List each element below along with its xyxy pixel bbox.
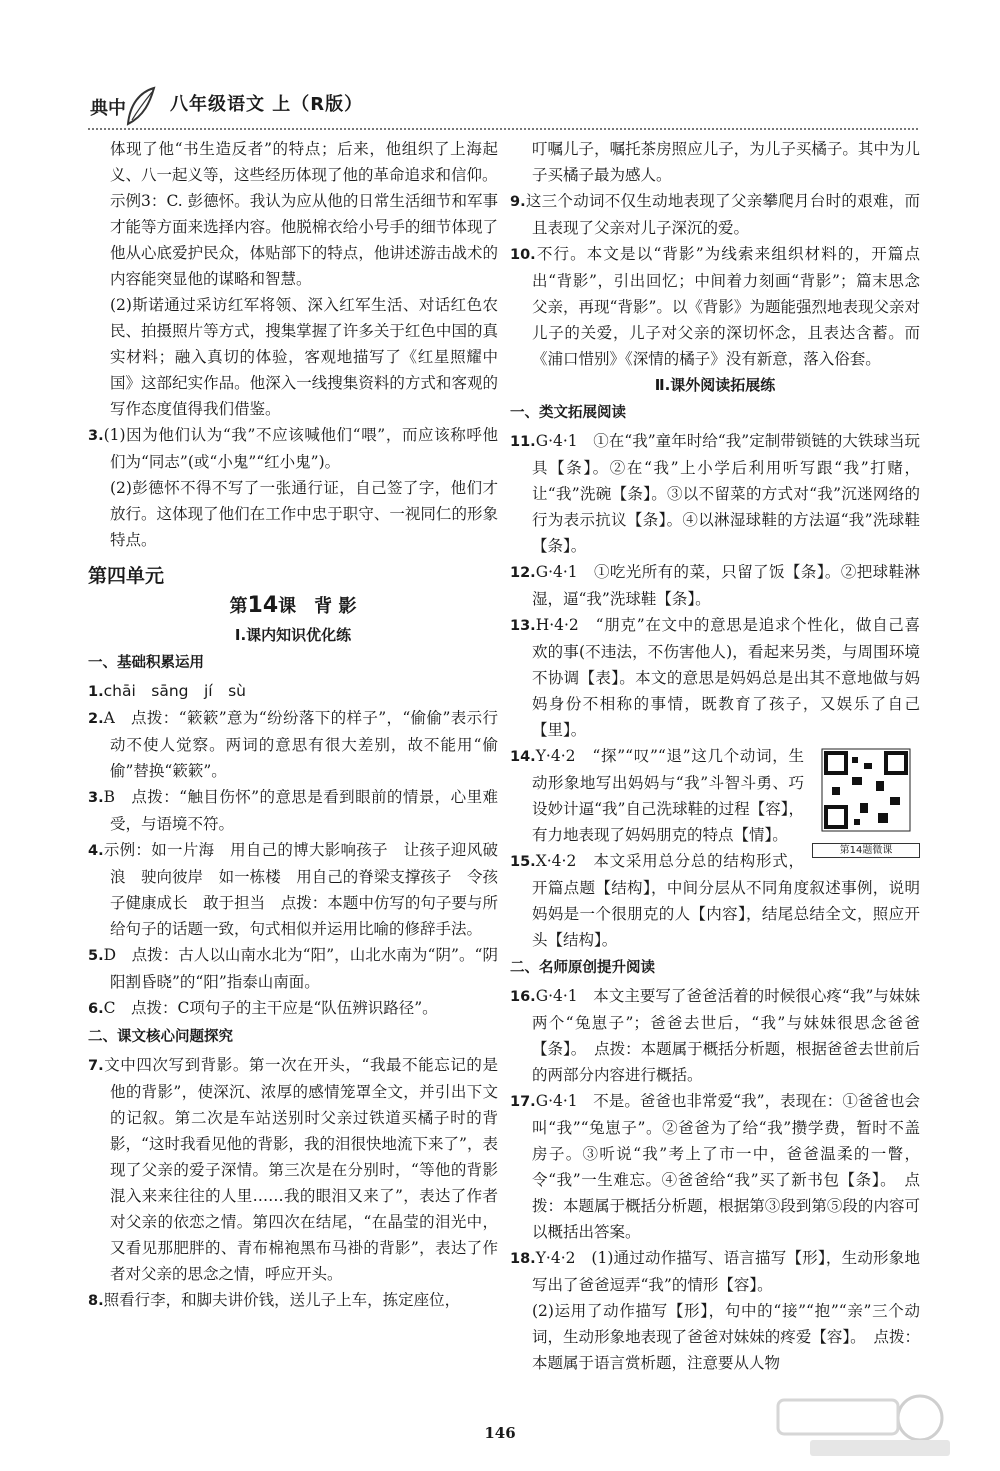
answer-text: 叮嘱儿子，嘱托茶房照应儿子，为儿子买橘子。其中为儿子买橘子最为感人。 xyxy=(532,140,920,184)
item-number: 18. xyxy=(510,1251,536,1267)
item-number: 9. xyxy=(510,194,526,210)
page-number: 146 xyxy=(484,1424,516,1442)
answer-item xyxy=(88,422,498,475)
item-number: 7. xyxy=(88,1058,104,1074)
answer-text: 不行。本文是以“背影”为线索来组织材料的，开篇点出“背影”，引出回忆；中间着力刻画“背影”；篇末思念父亲，再现“背影”。以《背影》为题能强烈地表现父亲对儿子的关爱，儿子对父亲的深切怀念，且表达含蓄。而《浦口惜别》《深情的橘子》没有新意，落入俗套。 xyxy=(532,245,920,368)
answer-item xyxy=(88,1287,498,1314)
header-divider xyxy=(88,128,918,130)
brand-logo-icon xyxy=(88,84,158,128)
answer-item xyxy=(510,559,920,612)
item-number: 8. xyxy=(88,1293,104,1309)
answer-item xyxy=(88,705,498,784)
item-number: 11. xyxy=(510,434,536,450)
header-title: 八年级语文 上（R版） xyxy=(170,94,364,115)
answer-text: 文中四次写到背影。第一次在开头，“我最不能忘记的是他的背影”，使深沉、浓厚的感情笼罩全文，并引出下文的记叙。第二次是车站送别时父亲过铁道买橘子时的背影，“这时我看见他的背影，我的泪很快地流下来了”，表现了父亲的爱子深情。第三次是在分别时，“等他的背影混入来来往往的人里……我的眼泪又来了”，表达了作者对父亲的依恋之情。第四次在结尾，“在晶莹的泪光中，又看见那肥胖的、青布棉袍黑布马褂的背影”，表达了作者对父亲的思念之情，呼应开头。 xyxy=(103,1056,498,1283)
item-number: 12. xyxy=(510,565,536,581)
answer-text: B 点拨：“触目伤怀”的意思是看到眼前的情景，心里难受，与语境不符。 xyxy=(103,788,498,833)
part-title: Ⅱ.课外阅读拓展练 xyxy=(654,376,776,394)
lesson-name: 课 背 影 xyxy=(278,596,357,617)
answer-item xyxy=(510,428,920,559)
answer-text: C 点拨：C项句子的主干应是“队伍辨识路径”。 xyxy=(103,999,438,1017)
answer-text: A 点拨：“簌簌”意为“纷纷落下的样子”，“偷偷”表示行动不使人觉察。两词的意思有很大差别，故不能用“偷偷”替换“簌簌”。 xyxy=(103,709,498,780)
answer-text: (1)因为他们认为“我”不应该喊他们“喂”，而应该称呼他们为“同志”(或“小鬼”“红小鬼”)。 xyxy=(103,426,498,471)
left-column xyxy=(88,136,498,1314)
answer-text: X·4·2 本文采用总分总的结构形式，开篇点题【结构】，中间分层从不同角度叙述事例，说明妈妈是一个很朋克的人【内容】，结尾总结全文，照应开头【结构】。 xyxy=(532,852,920,949)
item-number: 10. xyxy=(510,247,536,263)
answer-text: H·4·2 “朋克”在文中的意思是追求个性化，做自己喜欢的事(不违法，不伤害他人)，看起来另类，与周围环境不协调【表】。本文的意思是妈妈总是出其不意地做与妈妈身份不相称的事情，既教育了孩子，又娱乐了自己【里】。 xyxy=(532,616,920,739)
right-column xyxy=(510,136,920,1376)
section-title: 一、基础积累运用 xyxy=(88,655,204,671)
part-title: Ⅰ.课内知识优化练 xyxy=(234,626,352,644)
answer-text: 照看行李，和脚夫讲价钱，送儿子上车，拣定座位， xyxy=(103,1291,461,1309)
item-number: 16. xyxy=(510,989,536,1005)
qr-code-icon xyxy=(812,747,920,833)
answer-item xyxy=(510,1245,920,1298)
item-number: 13. xyxy=(510,618,536,634)
answer-item xyxy=(88,942,498,995)
answer-item xyxy=(510,188,920,241)
item-number: 14. xyxy=(510,749,536,765)
item-number: 1. xyxy=(88,684,104,700)
item-number: 15. xyxy=(510,854,536,870)
paragraph: (2)斯诺通过采访红军将领、深入红军生活、对话红色农民、拍摄照片等方式，搜集掌握了许多关于红色中国的真实材料；融入真切的体验，客观地描写了《红星照耀中国》这部纪实作品。他深入一线搜集资料的方式和客观的写作态度值得我们借鉴。 xyxy=(110,296,498,418)
answer-item xyxy=(88,995,498,1022)
answer-item xyxy=(88,784,498,837)
item-number: 6. xyxy=(88,1001,104,1017)
answer-text: G·4·1 本文主要写了爸爸活着的时候很心疼“我”与妹妹两个“兔崽子”；爸爸去世后，“我”与妹妹很思念爸爸【条】。 点拨：本题属于概括分析题，根据爸爸去世前后的两部分内容进行概括。 xyxy=(532,987,920,1084)
lesson-number: 14 xyxy=(247,593,279,618)
answer-text: D 点拨：古人以山南水北为“阳”，山北水南为“阴”。“阴阳割昏晓”的“阳”指泰山南面。 xyxy=(103,946,498,991)
item-number: 5. xyxy=(88,948,104,964)
item-number: 3. xyxy=(88,790,104,806)
qr-code-block[interactable] xyxy=(812,747,920,856)
answer-text: (2)运用了动作描写【形】，句中的“接”“抱”“亲”三个动词，生动形象地表现了爸爸对妹妹的疼爱【容】。 点拨：本题属于语言赏析题，注意要从人物 xyxy=(532,1302,920,1372)
section-title: 二、名师原创提升阅读 xyxy=(510,960,655,976)
answer-text: G·4·1 ①在“我”童年时给“我”定制带锁链的大铁球当玩具【条】。②在“我”上小学后利用听写跟“我”打赌，让“我”洗碗【条】。③以不留菜的方式对“我”沉迷网络的行为表示抗议【条】。④以淋湿球鞋的方法逼“我”洗球鞋【条】。 xyxy=(532,432,920,555)
answer-item xyxy=(88,678,498,705)
lesson-title xyxy=(88,593,498,620)
answer-text: chāi sāng jí sù xyxy=(103,682,247,700)
section-title: 二、课文核心问题探究 xyxy=(88,1029,233,1045)
item-number: 3. xyxy=(88,428,104,444)
section-title: 一、类文拓展阅读 xyxy=(510,405,626,421)
paragraph: 示例3：C. 彭德怀。我认为应从他的日常生活细节和军事才能等方面来选择内容。他脱棉衣给小号手的细节体现了他从心底爱护民众，体贴部下的特点，他讲述游击战术的内容能突显他的谋略和智慧。 xyxy=(110,192,498,288)
paragraph: 体现了他“书生造反者”的特点；后来，他组织了上海起义、八一起义等，这些经历体现了他的革命追求和信仰。 xyxy=(110,140,498,184)
answer-item xyxy=(510,241,920,372)
answer-text: Y·4·2 “探”“叹”“退”这几个动词，生动形象地写出妈妈与“我”斗智斗勇、巧设妙计逼“我”自己洗球鞋的过程【容】，有力地表现了妈妈朋克的特点【情】。 xyxy=(532,747,804,844)
svg-text:典中: 典中 xyxy=(90,98,126,119)
answer-text: Y·4·2 (1)通过动作描写、语言描写【形】，生动形象地写出了爸爸逗弄“我”的情形【容】。 xyxy=(532,1249,920,1294)
answer-text: G·4·1 ①吃光所有的菜，只留了饭【条】。②把球鞋淋湿，逼“我”洗球鞋【条】。 xyxy=(532,563,920,608)
watermark-logo-icon xyxy=(770,1390,960,1460)
answer-text: (2)彭德怀不得不写了一张通行证，自己签了字，他们才放行。这体现了他们在工作中忠于职守、一视同仁的形象特点。 xyxy=(110,479,498,549)
item-number: 17. xyxy=(510,1094,536,1110)
answer-text: 这三个动词不仅生动地表现了父亲攀爬月台时的艰难，而且表现了父亲对儿子深沉的爱。 xyxy=(525,192,920,237)
item-number: 2. xyxy=(88,711,104,727)
answer-item xyxy=(510,848,920,953)
answer-item xyxy=(510,612,920,743)
answer-item xyxy=(88,1052,498,1287)
answer-item xyxy=(510,1088,920,1245)
answer-text: G·4·1 不是。爸爸也非常爱“我”，表现在：①爸爸也会叫“我”“兔崽子”。②爸爸为了给“我”攒学费，暂时不盖房子。③听说“我”考上了市一中，爸爸温柔的一瞥，令“我”一生难忘。④爸爸给“我”买了新书包【条】。 点拨：本题属于概括分析题，根据第③段到第⑤段的内容可以概括出答案。 xyxy=(532,1092,920,1241)
lesson-prefix: 第 xyxy=(229,596,248,617)
item-number: 4. xyxy=(88,843,104,859)
qr-caption: 第14题微课 xyxy=(812,843,920,858)
unit-title: 第四单元 xyxy=(88,565,165,587)
answer-item xyxy=(510,983,920,1088)
answer-item xyxy=(88,837,498,942)
page-header xyxy=(88,84,918,128)
answer-text: 示例：如一片海 用自己的博大影响孩子 让孩子迎风破浪 驶向彼岸 如一栋楼 用自己的脊梁支撑孩子 令孩子健康成长 敢于担当 点拨：本题中仿写的句子要与所给句子的话题一致，句式相似并运用比喻的修辞手法。 xyxy=(103,841,498,938)
